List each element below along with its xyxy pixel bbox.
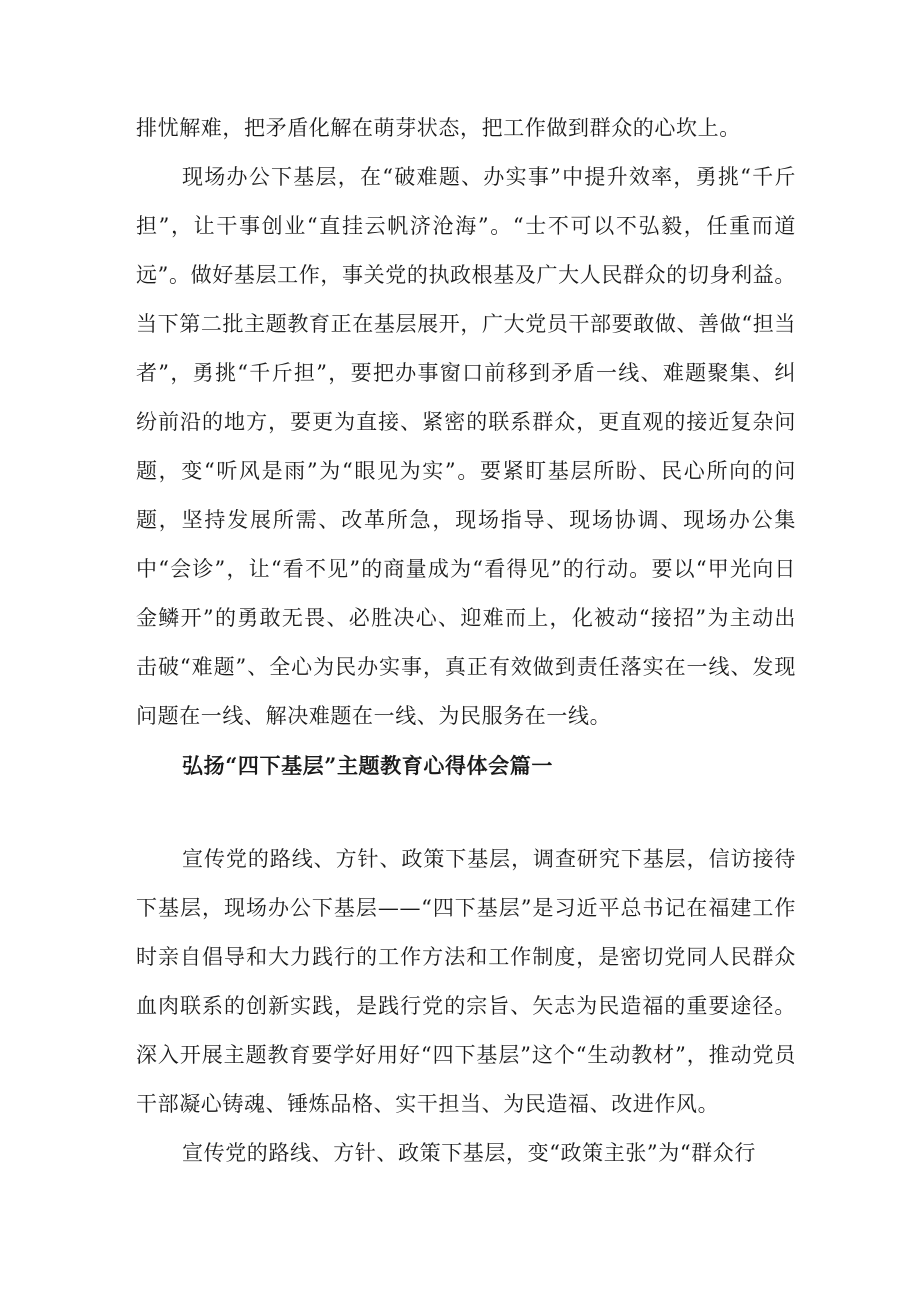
paragraph-onsite-office: 现场办公下基层，在“破难题、办实事”中提升效率，勇挑“千斤担”，让干事创业“直挂云帆济沧海”。“士不可以不弘毅，任重而道远”。做好基层工作，事关党的执政根基及广大人民群众的切身利益。当下第二批主题教育正在基层展开，广大党员干部要敢做、善做“担当者”，勇挑“千斤担”，要把办事窗口前移到矛盾一线、难题聚集、纠纷前沿的地方，要更为直接、紧密的联系群众，更直观的接近复杂问题，变“听风是雨”为“眼见为实”。要紧盯基层所盼、民心所向的问题，坚持发展所需、改革所急，现场指导、现场协调、现场办公集中“会诊”，让“看不见”的商量成为“看得见”的行动。要以“甲光向日金鳞开”的勇敢无畏、必胜决心、迎难而上，化被动“接招”为主动出击破“难题”、全心为民办实事，真正有效做到责任落实在一线、发现问题在一线、解决难题在一线、为民服务在一线。	[136, 165, 796, 728]
paragraph-continuation: 排忧解难，把矛盾化解在萌芽状态，把工作做到群众的心坎上。	[136, 116, 741, 140]
document-page	[136, 104, 796, 1178]
blank-line	[136, 790, 796, 835]
paragraph-four-visits-intro: 宣传党的路线、方针、政策下基层，调查研究下基层，信访接待下基层，现场办公下基层——“四下基层”是习近平总书记在福建工作时亲自倡导和大力践行的工作方法和工作制度，是密切党同人民群众血肉联系的创新实践，是践行党的宗旨、矢志为民造福的重要途径。深入开展主题教育要学好用好“四下基层”这个“生动教材”，推动党员干部凝心铸魂、锤炼品格、实干担当、为民造福、改进作风。	[136, 847, 796, 1116]
section-heading: 弘扬“四下基层”主题教育心得体会篇一	[182, 753, 553, 778]
paragraph-policy-publicity: 宣传党的路线、方针、政策下基层，变“政策主张”为“群众行	[182, 1141, 757, 1165]
